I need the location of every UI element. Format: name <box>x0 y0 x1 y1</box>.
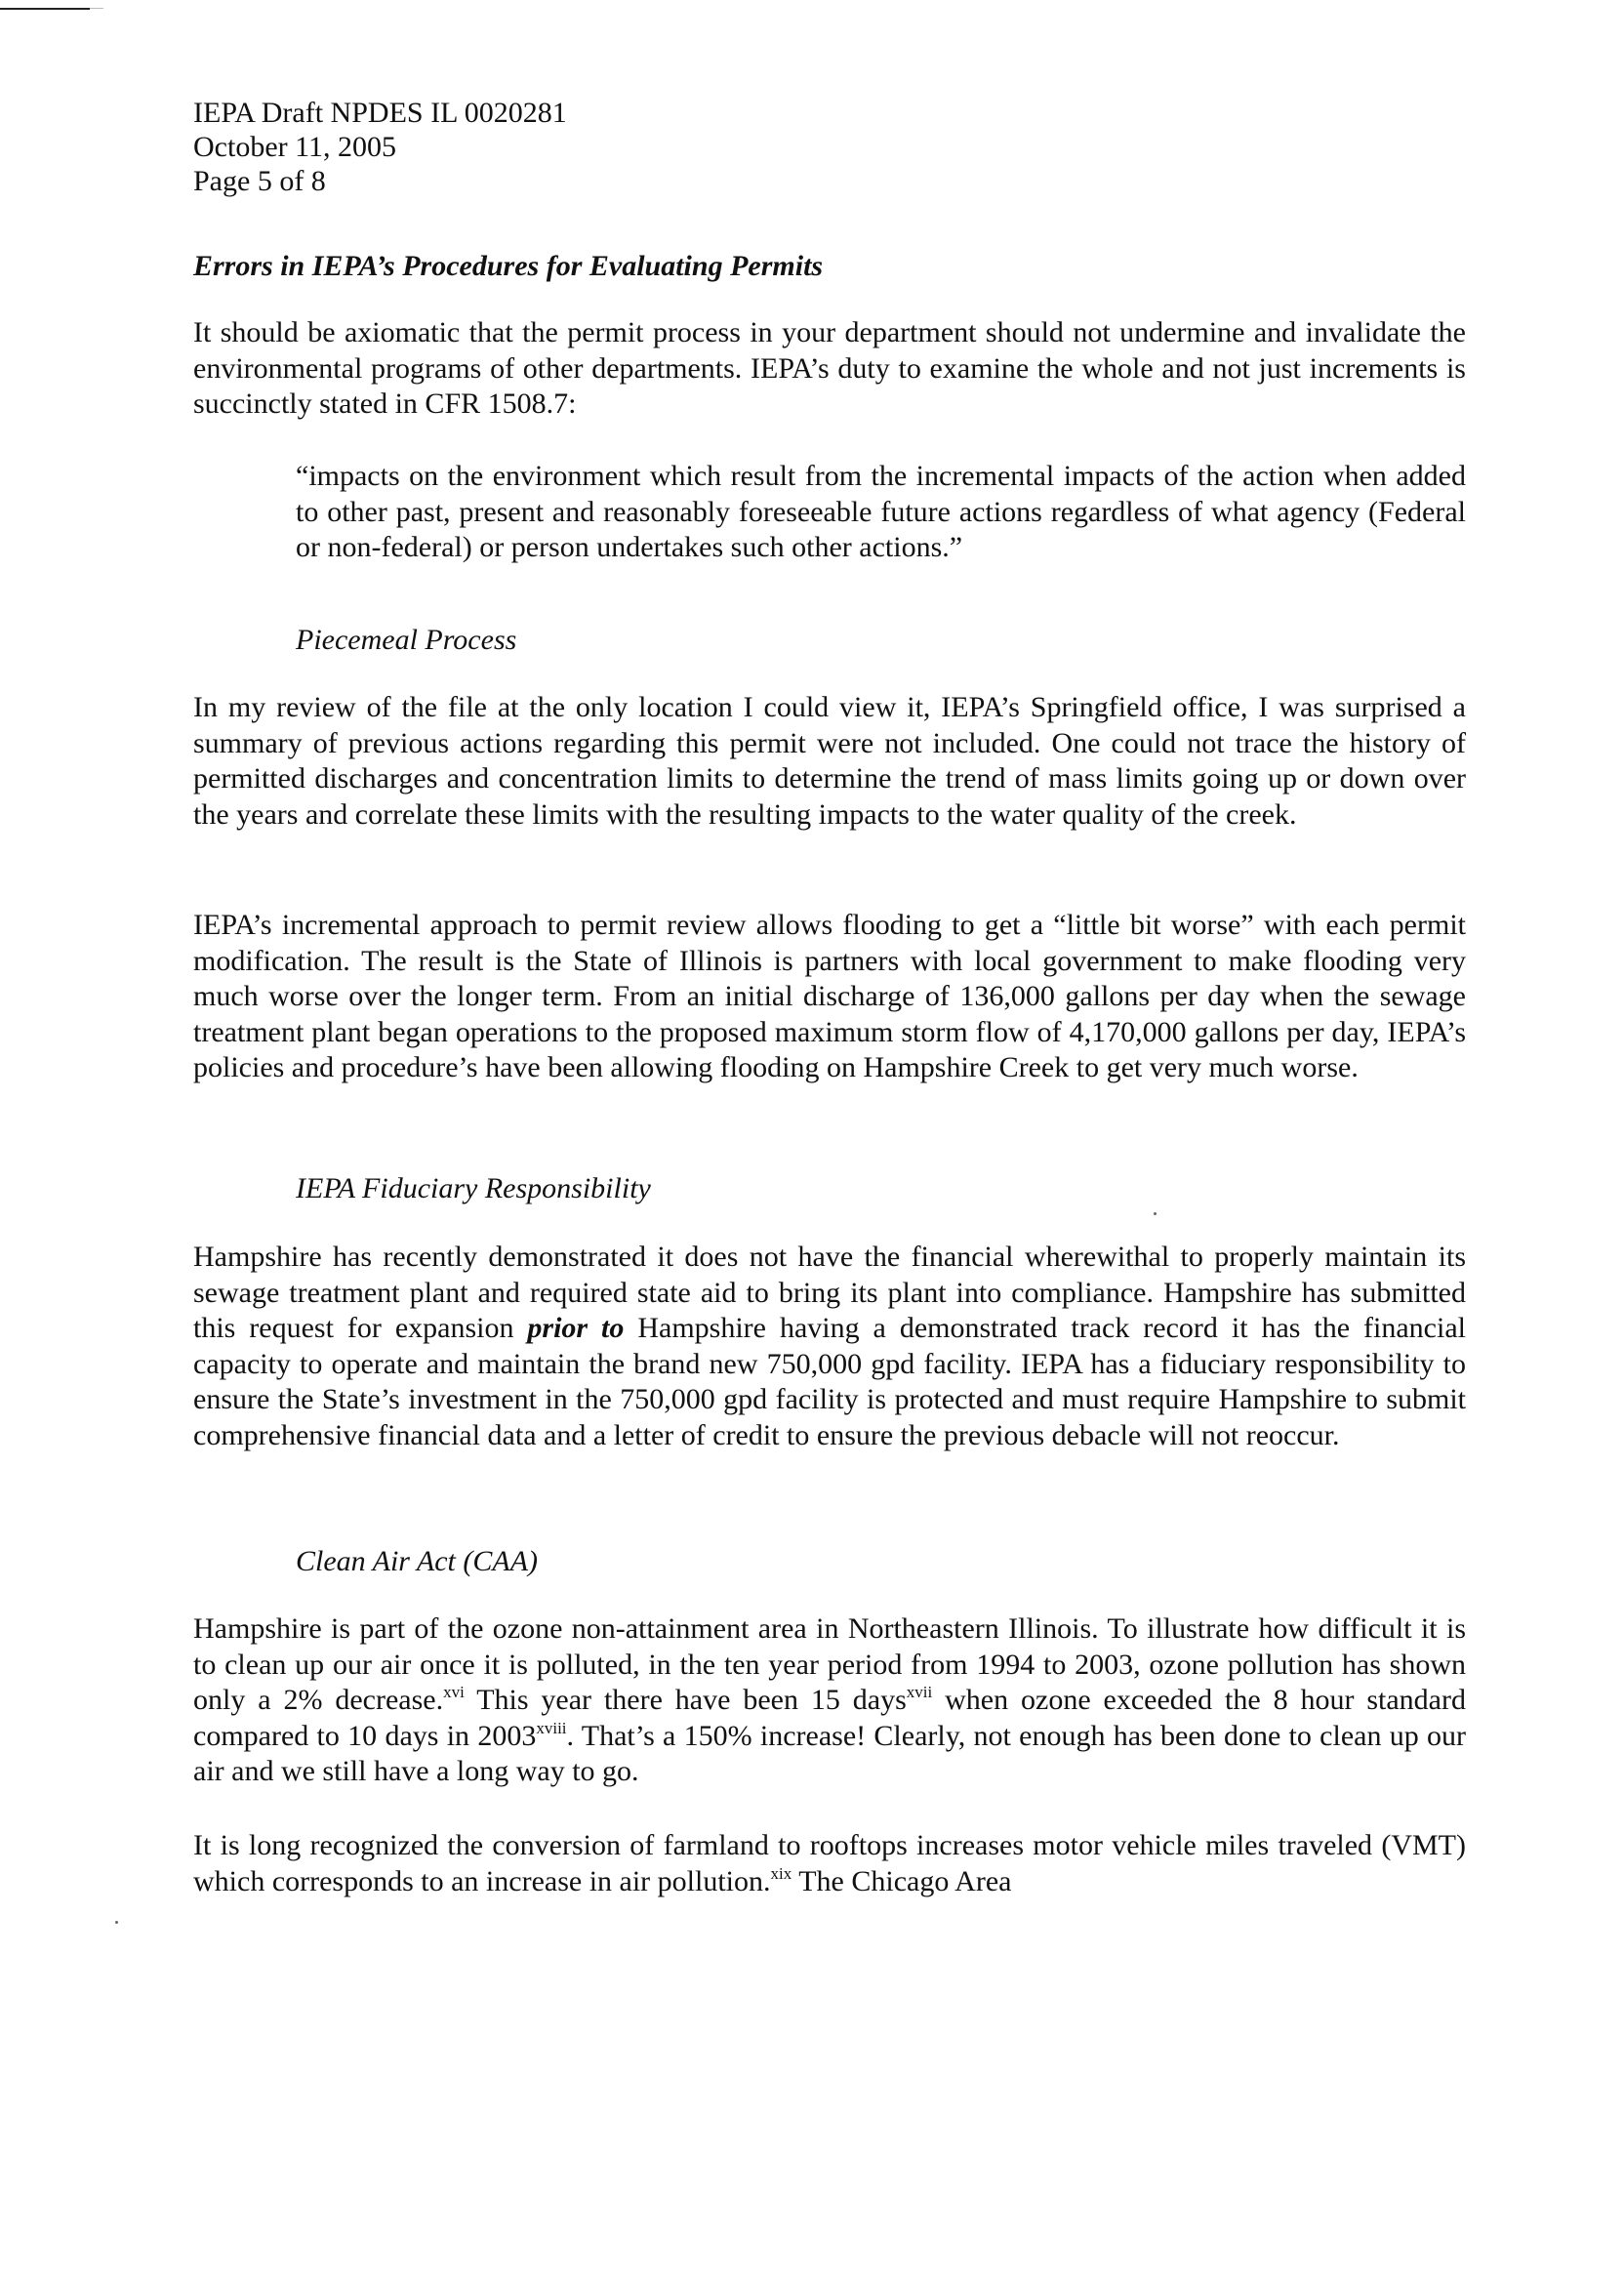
piecemeal-paragraph-2: IEPA’s incremental approach to permit review allows flooding to get a “little bit worse” with each permit modification. The result is the State of Illinois is partners with local government to make flooding very much worse over the longer term. From an initial discharge of 136,000 gallons per day when the sewage treatment plant began operations to the proposed maximum storm flow of 4,170,000 gallons per day, IEPA’s policies and procedure’s have been allowing flooding on Hampshire Creek to get very much worse. <box>193 909 1466 1083</box>
scan-edge-mark <box>0 8 90 10</box>
subheading-clean-air-act: Clean Air Act (CAA) <box>296 1545 539 1577</box>
piecemeal-paragraph-1: In my review of the file at the only location I could view it, IEPA’s Springfield office, I was surprised a summary of previous actions regarding this permit were not included. One could not trace the history of permitted discharges and concentration limits to determine the trend of mass limits going up or down over the years and correlate these limits with the resulting impacts to the water quality of the creek. <box>193 691 1466 831</box>
scan-speck <box>1154 1212 1157 1215</box>
fiduciary-emphasis: prior to <box>527 1312 625 1344</box>
header-permit-id: IEPA Draft NPDES IL 0020281 <box>193 97 567 129</box>
cfr-quote: “impacts on the environment which result from the incremental impacts of the action when added to other past, present and reasonably foreseeable future actions regardless of what agency (Federal or non-federal) or person undertakes such other actions.” <box>296 460 1466 563</box>
footnote-ref-xviii: xviii <box>536 1718 567 1737</box>
section-heading: Errors in IEPA’s Procedures for Evaluating Permits <box>193 250 824 282</box>
caa-p2-text-a: It is long recognized the conversion of farmland to rooftops increases motor vehicle miles traveled (VMT) which corresponds to an increase in air pollution. <box>193 1829 1466 1897</box>
fiduciary-paragraph <box>193 1240 1466 1453</box>
caa-paragraph-1 <box>193 1611 1466 1790</box>
scan-edge-mark-faint <box>90 8 103 9</box>
footnote-ref-xvi: xvi <box>443 1683 465 1701</box>
caa-p2-text-b: The Chicago Area <box>792 1864 1012 1897</box>
subheading-fiduciary-responsibility: IEPA Fiduciary Responsibility <box>296 1172 651 1204</box>
scan-speck <box>115 1921 118 1924</box>
footnote-ref-xix: xix <box>770 1863 792 1883</box>
subheading-piecemeal-process: Piecemeal Process <box>296 624 517 656</box>
letter-header <box>193 96 1466 198</box>
caa-text-c: when ozone exceeded the 8 hour standard compared to 10 days in 2003 <box>193 1684 1466 1752</box>
header-page-number: Page 5 of 8 <box>193 165 326 197</box>
caa-text-b: This year there have been 15 days <box>464 1684 907 1716</box>
intro-paragraph: It should be axiomatic that the permit process in your department should not undermine and invalidate the environmental programs of other departments. IEPA’s duty to examine the whole and not just increments is succinctly stated in CFR 1508.7: <box>193 316 1466 420</box>
caa-paragraph-2 <box>193 1828 1466 1899</box>
fiduciary-text-b: Hampshire having a demonstrated track record it has the financial capacity to operate and maintain the brand new 750,000 gpd facility. IEPA has a fiduciary responsibility to ensure the State’s investment in the 750,000 gpd facility is protected and must require Hampshire to submit comprehensive financial data and a letter of credit to ensure the previous debacle will not reoccur. <box>193 1312 1466 1451</box>
footnote-ref-xvii: xvii <box>906 1683 933 1701</box>
fiduciary-text-a: Hampshire has recently demonstrated it does not have the financial wherewithal to properly maintain its sewage treatment plant and required state aid to bring its plant into compliance. Hampshire has submitted this request for expansion <box>193 1241 1466 1344</box>
caa-text-d: . That’s a 150% increase! Clearly, not enough has been done to clean up our air and we still have a long way to go. <box>193 1719 1466 1787</box>
caa-text-a: Hampshire is part of the ozone non-attainment area in Northeastern Illinois. To illustrate how difficult it is to clean up our air once it is polluted, in the ten year period from 1994 to 2003, ozone pollution has shown only a 2% decrease. <box>193 1612 1466 1716</box>
header-date: October 11, 2005 <box>193 131 397 163</box>
